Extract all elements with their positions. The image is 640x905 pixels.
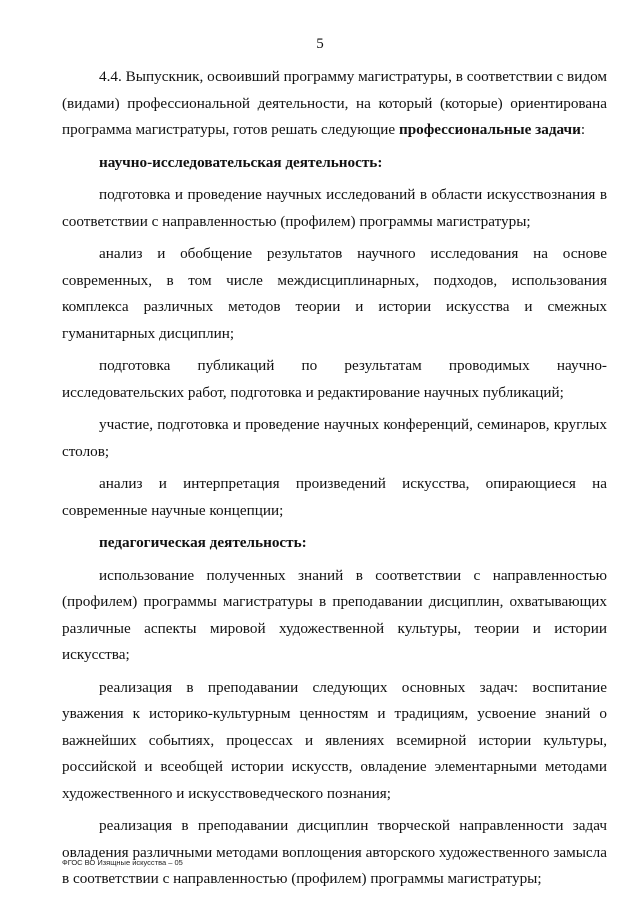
intro-paragraph [62, 64, 607, 144]
intro-bold-term: профессиональные задачи [398, 121, 581, 138]
document-body [62, 64, 607, 893]
list-item: реализация в преподавании дисциплин творческой направленности задач овладения различными методами воплощения авторского художественного замысла в соответствии с направленностью (профилем) программы магистратуры; [62, 817, 607, 887]
list-item: реализация в преподавании следующих основных задач: воспитание уважения к историко-культурным ценностям и традициям, усвоение знаний о важнейших событиях, процессах и явлениях всемирной истории культуры, российской и всеобщей истории искусств, овладение элементарными методами художественного и искусствоведческого познания; [62, 678, 607, 802]
section-heading-research: научно-исследовательская деятельность: [99, 153, 383, 171]
list-item: анализ и обобщение результатов научного исследования на основе современных, в том числе междисциплинарных, подходов, использования комплекса различных методов теории и истории искусства и смежных гуманитарных дисциплин; [62, 245, 607, 342]
intro-end: : [580, 121, 586, 138]
page-number: 5 [316, 36, 324, 52]
section-heading-pedagogical: педагогическая деятельность: [99, 534, 307, 551]
page-footer: ФГОС ВО Изящные искусства – 05 [62, 858, 183, 867]
list-item: участие, подготовка и проведение научных конференций, семинаров, круглых столов; [62, 416, 607, 460]
list-item: подготовка и проведение научных исследований в области искусствознания в соответствии с направленностью (профилем) программы магистратуры; [62, 186, 607, 230]
list-item: использование полученных знаний в соответствии с направленностью (профилем) программы магистратуры в преподавании дисциплин, охватывающих различные аспекты мировой художественной культуры, теории и истории искусства; [62, 566, 607, 663]
list-item: подготовка публикаций по результатам проводимых научно-исследовательских работ, подготовка и редактирование научных публикаций; [62, 357, 607, 401]
intro-text: 4.4. Выпускник, освоивший программу магистратуры, в соответствии с видом (видами) профессиональной деятельности, на который (которые) ориентирована программа магистратуры, готов решать следующие [62, 68, 607, 138]
list-item: анализ и интерпретация произведений искусства, опирающиеся на современные научные концепции; [62, 475, 607, 519]
